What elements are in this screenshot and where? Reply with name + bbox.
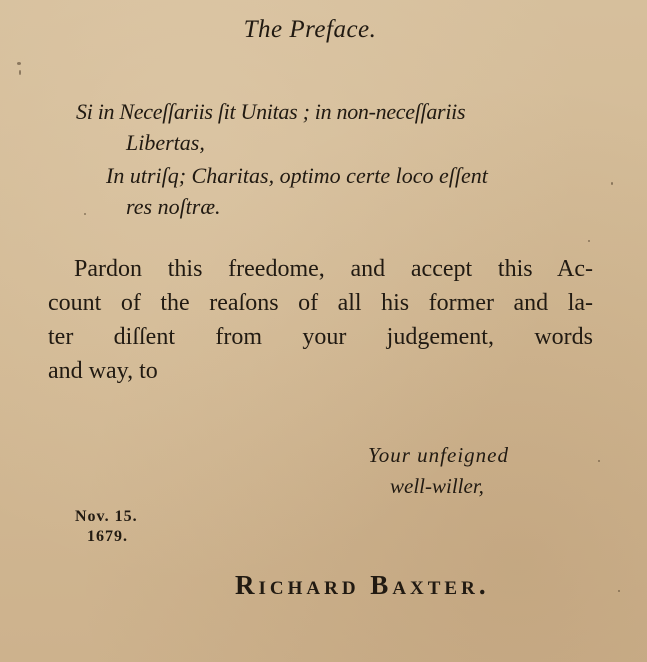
paragraph-line: Pardon this freedome, and accept this Ac-: [74, 256, 593, 282]
paragraph-line: and way, to: [48, 358, 158, 384]
paper-speck: [19, 70, 21, 75]
paper-speck: [611, 182, 613, 185]
paper-speck: [588, 240, 590, 242]
paragraph-line: ter diſſent from your judgement, words: [48, 324, 593, 350]
page-heading: The Preface.: [243, 16, 377, 43]
paper-speck: [618, 590, 620, 592]
paper-speck: [598, 460, 600, 462]
motto-line: In utriſq; Charitas, optimo certe loco eſſent: [106, 163, 488, 188]
closing-line: well-willer,: [390, 474, 484, 498]
date-block: [75, 507, 138, 547]
motto-line: res noſtræ.: [126, 194, 221, 219]
paper-speck: [17, 62, 21, 65]
motto-line: Libertas,: [126, 130, 205, 155]
paragraph-line: count of the reaſons of all his former and la-: [48, 290, 593, 316]
paper-speck: [84, 213, 86, 215]
preface-paragraph: [48, 252, 593, 388]
date-month-day: Nov. 15.: [75, 508, 138, 525]
author-signature: Richard Baxter.: [235, 570, 490, 600]
motto-line: Si in Neceſſariis ſit Unitas ; in non-neceſſariis: [76, 99, 466, 124]
date-year: 1679.: [87, 528, 128, 545]
closing-line: Your unfeigned: [368, 443, 509, 467]
